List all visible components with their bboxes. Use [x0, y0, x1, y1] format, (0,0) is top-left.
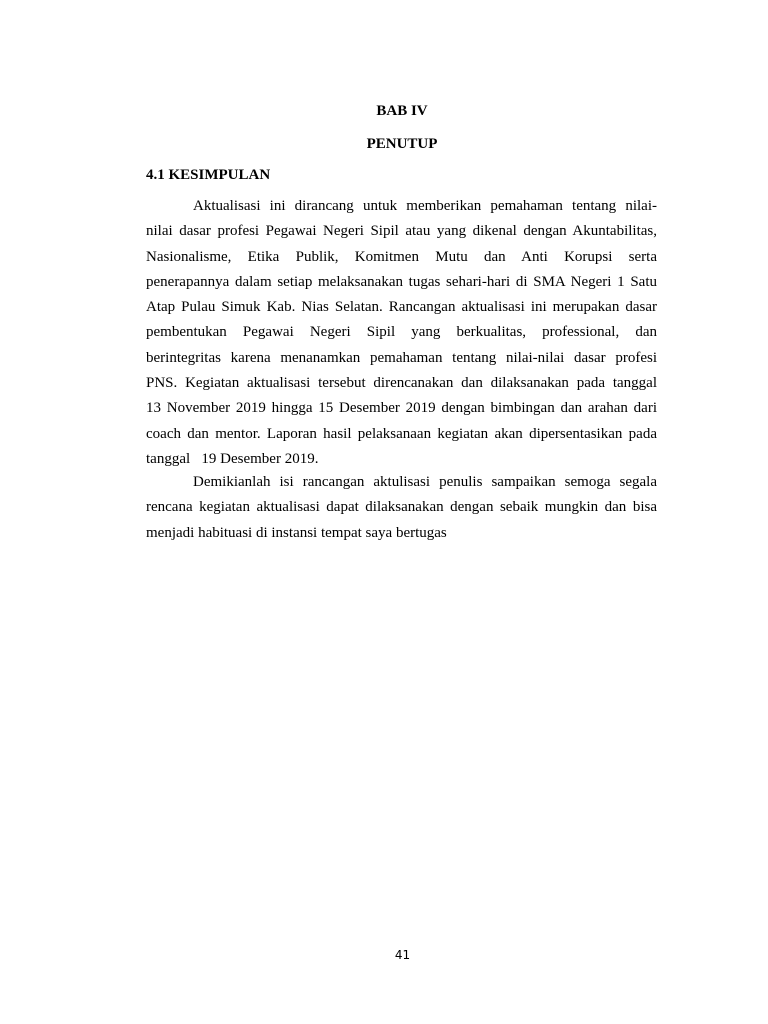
paragraph-line: tanggal 19 Desember 2019.	[146, 450, 319, 467]
paragraph-line: Aktualisasi ini dirancang untuk memberikan pemahaman tentang nilai-	[193, 198, 657, 214]
page-number: 41	[394, 948, 411, 962]
chapter-number: BAB IV	[376, 103, 428, 119]
paragraph-line: penerapannya dalam setiap melaksanakan tugas sehari-hari di SMA Negeri 1 Satu	[146, 273, 657, 290]
paragraph-conclusion	[146, 194, 657, 472]
paragraph-line: rencana kegiatan aktualisasi dapat dilaksanakan dengan sebaik mungkin dan bisa	[146, 499, 657, 516]
paragraph-line: Nasionalisme, Etika Publik, Komitmen Mutu dan Anti Korupsi serta	[146, 248, 657, 265]
paragraph-line: coach dan mentor. Laporan hasil pelaksanaan kegiatan akan dipersentasikan pada	[146, 425, 657, 442]
paragraph-line: Demikianlah isi rancangan aktulisasi penulis sampaikan semoga segala	[193, 474, 657, 490]
paragraph-closing	[146, 470, 657, 546]
paragraph-line: berintegritas karena menanamkan pemahaman tentang nilai-nilai dasar profesi	[146, 349, 657, 366]
paragraph-line: 13 November 2019 hingga 15 Desember 2019 dengan bimbingan dan arahan dari	[146, 400, 657, 417]
paragraph-line: Atap Pulau Simuk Kab. Nias Selatan. Rancangan aktualisasi ini merupakan dasar	[146, 299, 657, 316]
paragraph-line: menjadi habituasi di instansi tempat saya bertugas	[146, 524, 447, 541]
paragraph-line: nilai dasar profesi Pegawai Negeri Sipil atau yang dikenal dengan Akuntabilitas,	[146, 223, 657, 240]
chapter-title: PENUTUP	[366, 136, 438, 152]
paragraph-line: pembentukan Pegawai Negeri Sipil yang berkualitas, professional, dan	[146, 324, 657, 341]
section-heading: 4.1 KESIMPULAN	[146, 167, 271, 183]
paragraph-line: PNS. Kegiatan aktualisasi tersebut direncanakan dan dilaksanakan pada tanggal	[146, 375, 657, 392]
